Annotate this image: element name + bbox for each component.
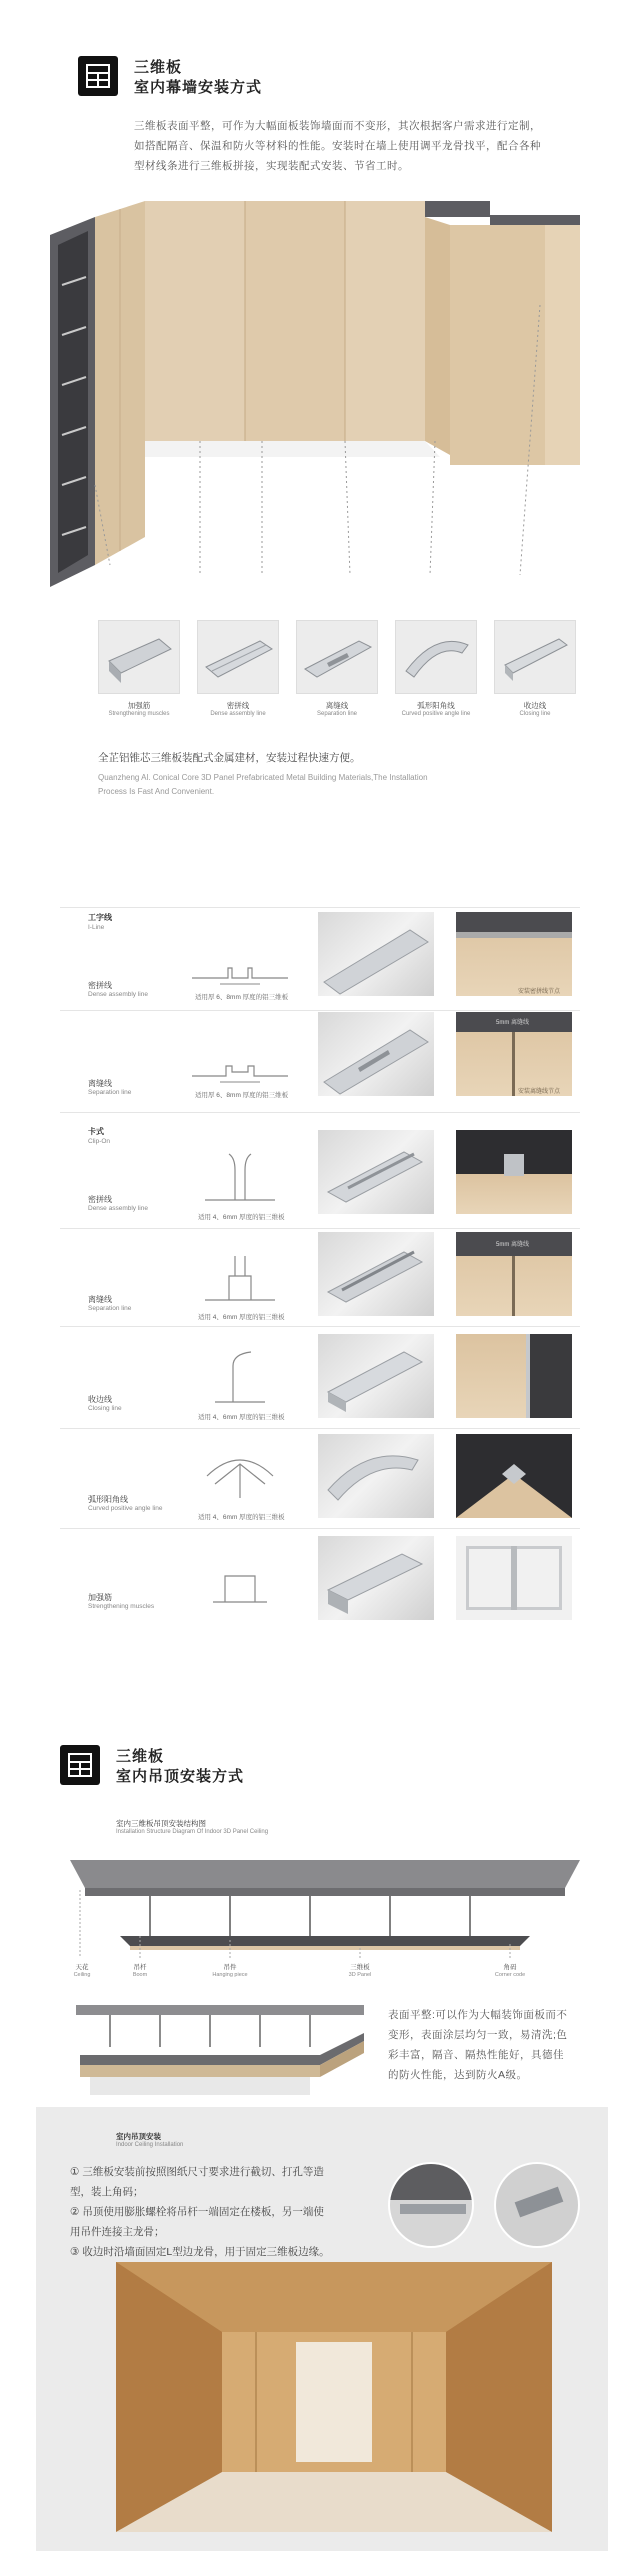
section1-summary-en: Quanzheng Al. Conical Core 3D Panel Prefabricated Metal Building Materials,The Installation Process Is Fast And Convenient. [98,773,428,796]
closing-line-install-photo [456,1334,572,1418]
install-title-cn: 室内吊顶安装 [116,2132,161,2141]
group1-title-en: I-Line [88,924,105,931]
hanging-piece-label-en: Hanging piece [212,1972,248,1978]
closing-line-photo [318,1334,434,1418]
separation-line-photo [318,1012,434,1096]
row-label-en: Strengthening muscles [88,1603,155,1610]
grid-icon [78,56,118,96]
divider [60,1010,580,1011]
section1-summary-cn: 全芷铝锥芯三维板装配式金属建材，安装过程快速方便。 [98,752,361,764]
ceiling-structure-diagram [60,1840,590,1960]
profile-label-cn: 离缝线 [325,701,349,710]
row-label-cn: 离缝线 [88,1295,112,1304]
row-note: 适用厚 6、8mm 厚度的铝三维板 [195,1092,289,1099]
row-label-en: Dense assembly line [88,1205,148,1212]
profile-label-cn: 密拼线 [226,701,250,710]
row-label-cn: 收边线 [88,1395,112,1404]
install-tag-top: 5mm 离缝线 [496,1020,530,1026]
hanging-piece-label-cn: 吊件 [223,1964,237,1971]
boom-label-en: Boom [132,1972,148,1978]
install-tag: 安装离缝线节点 [518,1089,561,1095]
ceiling-label-cn: 天花 [75,1964,89,1971]
divider [60,1228,580,1229]
row-note: 适用 4、6mm 厚度的铝三维板 [198,1414,285,1421]
profile-label-cn: 加强筋 [127,701,151,710]
ceiling-cross-section-illustration [70,1995,370,2105]
ceiling-grid-icon [60,1745,100,1785]
profile-label-en: Separation line [316,711,358,717]
boom-label-cn: 吊杆 [133,1964,147,1971]
row-note: 适用 4、6mm 厚度的铝三维板 [198,1214,285,1221]
profile-curved-photo [395,620,477,694]
dense-line-install-photo [456,912,572,996]
divider [60,1528,580,1529]
strengthening-install-photo [456,1536,572,1620]
panel-label-en: 3D Panel [348,1972,372,1978]
divider [60,1112,580,1113]
divider [60,907,580,908]
curved-angle-section-drawing [195,1440,285,1506]
group2-title-en: Clip-On [88,1138,111,1145]
install-title-en: Indoor Ceiling Installation [116,2142,184,2148]
profile-label-en: Dense assembly line [210,711,266,717]
profile-separation-photo [296,620,378,694]
section1-title-a: 三维板 [134,59,183,76]
clip-separation-photo [318,1232,434,1316]
install-tag: 安装密拼线节点 [518,989,561,995]
separation-line-install-photo [456,1012,572,1096]
wall-installation-illustration [50,195,580,605]
profile-label-cn: 弧形阳角线 [417,701,455,710]
section1-paragraph: 三维板表面平整，可作为大幅面板装饰墙面而不变形，其次根据客户需求进行定制， 如搭配隔音、保温和防火等材料的性能。安装时在墙上使用调平龙骨找平，配合各种 型材线条进行三维板拼接，实现装配式安装、节省工时。 [134,120,541,172]
clip-dense-install-photo [456,1130,572,1214]
row-note: 适用厚 6、8mm 厚度的铝三维板 [195,994,289,1001]
clip-separation-install-photo [456,1232,572,1316]
ceiling-detail-photo-2 [494,2162,580,2248]
curved-angle-install-photo [456,1434,572,1518]
section1-title-b: 室内幕墙安装方式 [134,79,263,96]
divider [60,1428,580,1429]
divider [60,1326,580,1327]
ceiling-detail-photo-1 [388,2162,474,2248]
clip-dense-section-drawing [195,1148,285,1208]
ceiling-side-text: 表面平整:可以作为大幅装饰面板而不 变形，表面涂层均匀一致，易清洗;色 彩丰富，隔音、隔热性能好，具德佳 的防火性能，达到防火A级。 [388,2009,568,2081]
profile-label-en: Curved positive angle line [401,711,471,717]
strengthening-photo [318,1536,434,1620]
dense-line-photo [318,912,434,996]
diagram-title-en: Installation Structure Diagram Of Indoor 3D Panel Ceiling [116,1829,269,1835]
row-note: 适用 4、6mm 厚度的铝三维板 [198,1314,285,1321]
row-label-cn: 密拼线 [88,981,112,990]
install-tag-top: 5mm 离缝线 [496,1242,530,1248]
group2-title-cn: 卡式 [88,1127,104,1136]
diagram-title-cn: 室内三维板吊顶安装结构图 [116,1819,206,1828]
row-label-en: Separation line [88,1089,132,1096]
row-label-cn: 弧形阳角线 [88,1495,128,1504]
profile-closing-photo [494,620,576,694]
section3-title-b: 室内吊顶安装方式 [116,1768,245,1785]
row-label-en: Closing line [88,1405,122,1412]
strengthening-section-drawing [195,1562,285,1612]
ceiling-room-photo [116,2262,552,2532]
curved-angle-photo [318,1434,434,1518]
row-label-cn: 离缝线 [88,1079,112,1088]
section3-title-a: 三维板 [116,1748,165,1765]
row-label-cn: 密拼线 [88,1195,112,1204]
row-label-cn: 加强筋 [88,1593,112,1602]
dense-line-section-drawing [190,960,290,990]
clip-separation-section-drawing [195,1246,285,1308]
closing-line-section-drawing [195,1346,285,1408]
ceiling-label-en: Ceiling [73,1972,91,1978]
row-label-en: Dense assembly line [88,991,148,998]
row-label-en: Curved positive angle line [88,1505,163,1512]
row-label-en: Separation line [88,1305,132,1312]
profile-label-en: Strengthening muscles [108,711,170,717]
panel-label-cn: 三维板 [350,1964,370,1971]
corner-code-label-cn: 角码 [503,1964,517,1971]
profile-strengthening-photo [98,620,180,694]
install-steps: ① 三维板安装前按照图纸尺寸要求进行截切、打孔等造 型，装上角码； ② 吊顶使用膨胀螺栓将吊杆一端固定在楼板，另一端使 用吊件连接主龙骨； ③ 收边时沿墙面固定L型边龙骨，用于固定三维板边缘。 [70,2166,330,2258]
separation-line-section-drawing [190,1058,290,1088]
profile-dense-photo [197,620,279,694]
row-note: 适用 4、6mm 厚度的铝三维板 [198,1514,285,1521]
corner-code-label-en: Corner code [494,1972,526,1978]
profile-label-cn: 收边线 [523,701,547,710]
group1-title-cn: 工字线 [88,913,112,922]
clip-dense-photo [318,1130,434,1214]
profile-label-en: Closing line [519,711,551,717]
